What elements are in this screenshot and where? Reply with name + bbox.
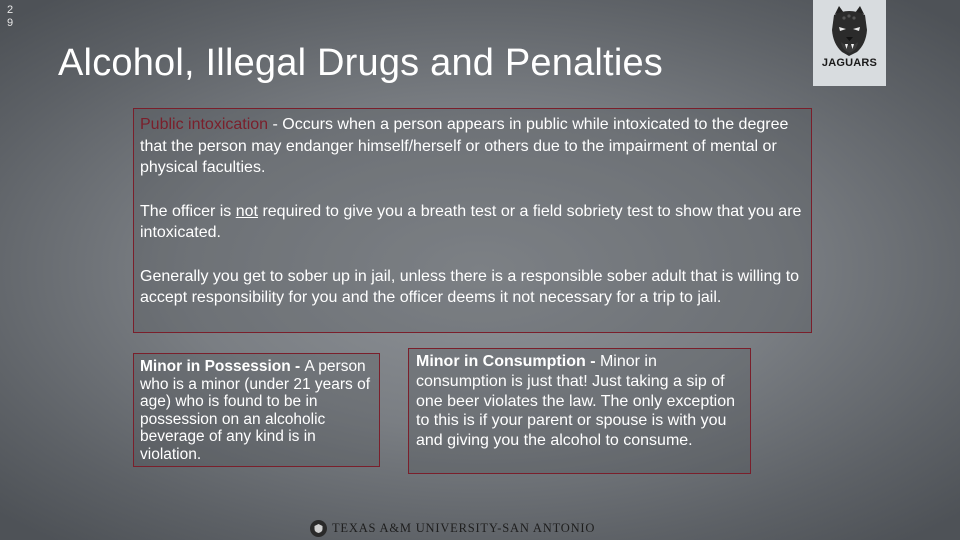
logo-text: JAGUARS (821, 57, 878, 69)
minor-in-possession-text: A person who is a minor (under 21 years of age) who is found to be in possession on an alcoholic beverage of any kind is in violation. (140, 358, 371, 463)
slide-title: Alcohol, Illegal Drugs and Penalties (58, 42, 663, 84)
jaguars-logo (813, 0, 886, 86)
breath-test-paragraph (140, 201, 805, 244)
jaguar-head-icon (813, 0, 886, 60)
public-intoxication-text: - Occurs when a person appears in public while intoxicated to the degree that the person may endanger himself/herself or others due to the impairment of mental or physical faculties. (140, 116, 789, 176)
minor-in-consumption-definition (416, 352, 743, 451)
university-footer (310, 518, 595, 538)
breath-test-text-before: The officer is (140, 202, 236, 220)
minor-in-possession-definition (140, 358, 373, 463)
breath-test-text-after: required to give you a breath test or a field sobriety test to show that you are intoxicated. (140, 202, 802, 241)
public-intoxication-definition (140, 114, 805, 179)
minor-in-consumption-text: Minor in consumption is just that! Just taking a sip of one beer violates the law. The only exception to this is if your parent or spouse is with you and giving you the alcohol to consume. (416, 353, 736, 450)
minor-in-consumption-term: Minor in Consumption - (416, 353, 600, 370)
public-intoxication-box (133, 108, 812, 333)
sober-up-paragraph: Generally you get to sober up in jail, unless there is a responsible sober adult that is willing to accept responsibility for you and the officer deems it not necessary for a trip to jail. (140, 267, 800, 306)
slide-number (5, 4, 15, 30)
slide-number-line-2: 9 (6, 17, 14, 29)
slide-number-line-1: 2 (6, 4, 14, 16)
minor-in-possession-term: Minor in Possession - (140, 358, 305, 375)
public-intoxication-term: Public intoxication (140, 116, 269, 133)
breath-test-emphasis: not (235, 202, 258, 220)
minor-in-possession-box (133, 353, 380, 467)
university-name: TEXAS A&M UNIVERSITY-SAN ANTONIO (332, 520, 596, 535)
university-seal-icon (310, 520, 327, 537)
minor-in-consumption-box (408, 348, 751, 474)
